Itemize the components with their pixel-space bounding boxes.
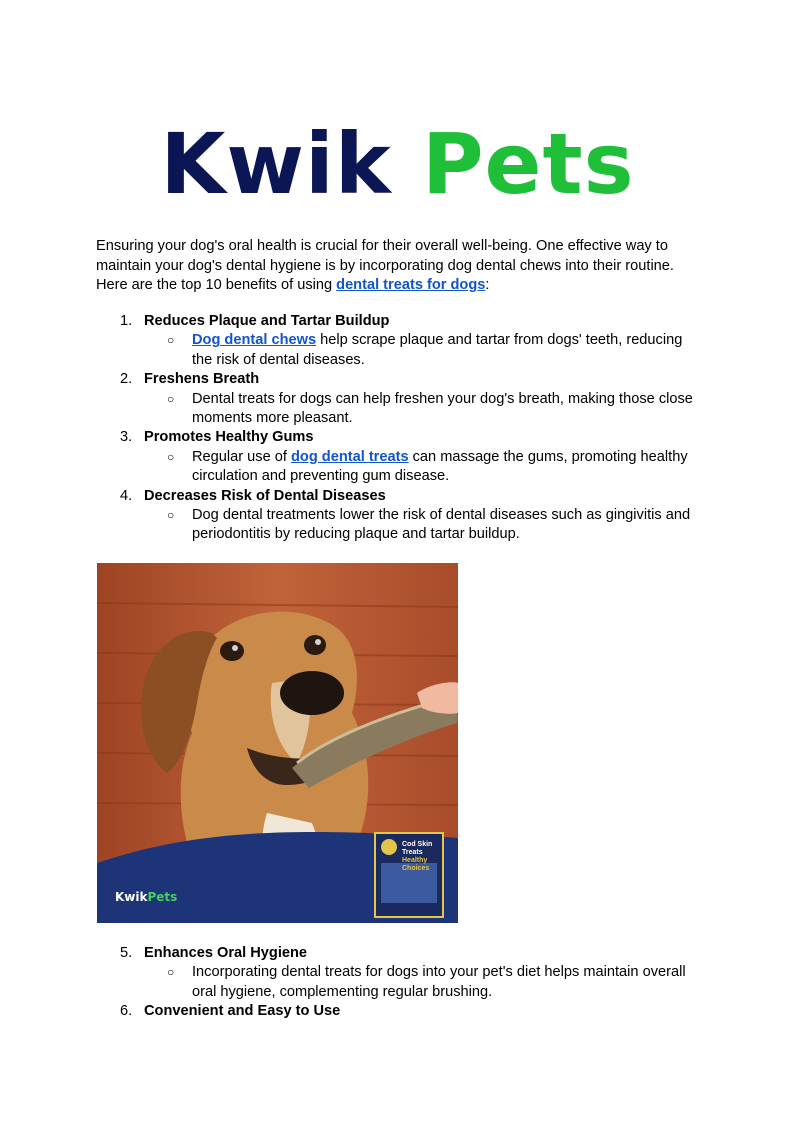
benefit-detail xyxy=(144,448,706,487)
benefit-heading: Decreases Risk of Dental Diseases xyxy=(144,487,386,504)
benefit-detail xyxy=(144,963,706,1002)
benefit-detail-text: can massage the gums, promoting healthy circulation and preventing gum disease. xyxy=(192,448,688,485)
logo-word-pets: Pets xyxy=(421,115,635,213)
treat-package xyxy=(402,841,442,873)
benefit-heading: Convenient and Easy to Use xyxy=(144,1003,341,1020)
package-line-3: Healthy xyxy=(402,857,428,864)
benefit-number: 5. xyxy=(120,945,133,961)
benefit-detail-text: Dental treats for dogs can help freshen your dog's breath, making those close moments more pleasant. xyxy=(192,390,693,427)
benefit-item-2 xyxy=(96,370,706,428)
photo-brand-logo xyxy=(115,890,177,904)
benefit-number: 2. xyxy=(120,371,133,388)
circle-bullet-icon: ○ xyxy=(167,391,175,406)
benefit-detail-pre: Regular use of xyxy=(192,448,291,465)
photo-brand-word-1: Kwik xyxy=(115,890,148,904)
benefit-heading: Promotes Healthy Gums xyxy=(144,429,314,446)
circle-bullet-icon: ○ xyxy=(167,508,175,523)
benefit-detail-text: help scrape plaque and tartar from dogs' teeth, reducing the risk of dental diseases. xyxy=(192,332,683,368)
benefit-item-4 xyxy=(96,487,706,545)
benefit-number: 3. xyxy=(120,429,133,446)
benefit-number: 6. xyxy=(120,1003,133,1020)
benefit-detail xyxy=(144,506,706,545)
benefit-detail xyxy=(144,390,706,429)
package-line-2: Treats xyxy=(402,849,423,856)
benefit-item-1 xyxy=(96,312,706,370)
circle-bullet-icon: ○ xyxy=(167,333,175,348)
benefit-detail-text: Dog dental treatments lower the risk of dental diseases such as gingivitis and periodontitis by reducing plaque and tartar buildup. xyxy=(192,507,691,543)
package-line-1: Cod Skin xyxy=(402,841,433,848)
logo-word-kwik: Kwik xyxy=(160,115,392,213)
circle-bullet-icon: ○ xyxy=(167,965,175,980)
benefits-list-part-2 xyxy=(96,944,706,1022)
dog-with-chew-photo xyxy=(97,563,458,923)
photo-brand-word-2: Pets xyxy=(147,890,178,904)
benefit-item-6 xyxy=(96,1002,706,1021)
benefit-number: 1. xyxy=(120,313,133,329)
benefit-heading: Reduces Plaque and Tartar Buildup xyxy=(144,313,390,329)
circle-bullet-icon: ○ xyxy=(167,449,175,464)
benefit-detail xyxy=(144,331,706,370)
benefit-item-3 xyxy=(96,428,706,486)
benefits-list-part-1 xyxy=(96,312,706,545)
benefit-heading: Enhances Oral Hygiene xyxy=(144,945,308,961)
dental-treats-for-dogs-link[interactable]: dental treats for dogs xyxy=(336,277,486,293)
intro-end: : xyxy=(485,277,490,293)
benefit-number: 4. xyxy=(120,487,133,504)
package-line-4: Choices xyxy=(402,865,430,872)
benefit-detail-text: Incorporating dental treats for dogs into your pet's diet helps maintain overall oral hygiene, complementing regular brushing. xyxy=(192,964,686,1000)
intro-paragraph xyxy=(96,237,706,296)
benefit-heading: Freshens Breath xyxy=(144,371,260,388)
intro-text: Ensuring your dog's oral health is crucial for their overall well-being. One effective way to maintain your dog's dental hygiene is by incorporating dog dental chews into their routine. Here are the top 10 benefits of using xyxy=(96,238,674,293)
dog-dental-chews-link[interactable]: Dog dental chews xyxy=(192,332,317,349)
benefit-item-5 xyxy=(96,944,706,1002)
dog-dental-treats-link[interactable]: dog dental treats xyxy=(290,448,409,465)
kwik-pets-logo xyxy=(0,115,795,213)
